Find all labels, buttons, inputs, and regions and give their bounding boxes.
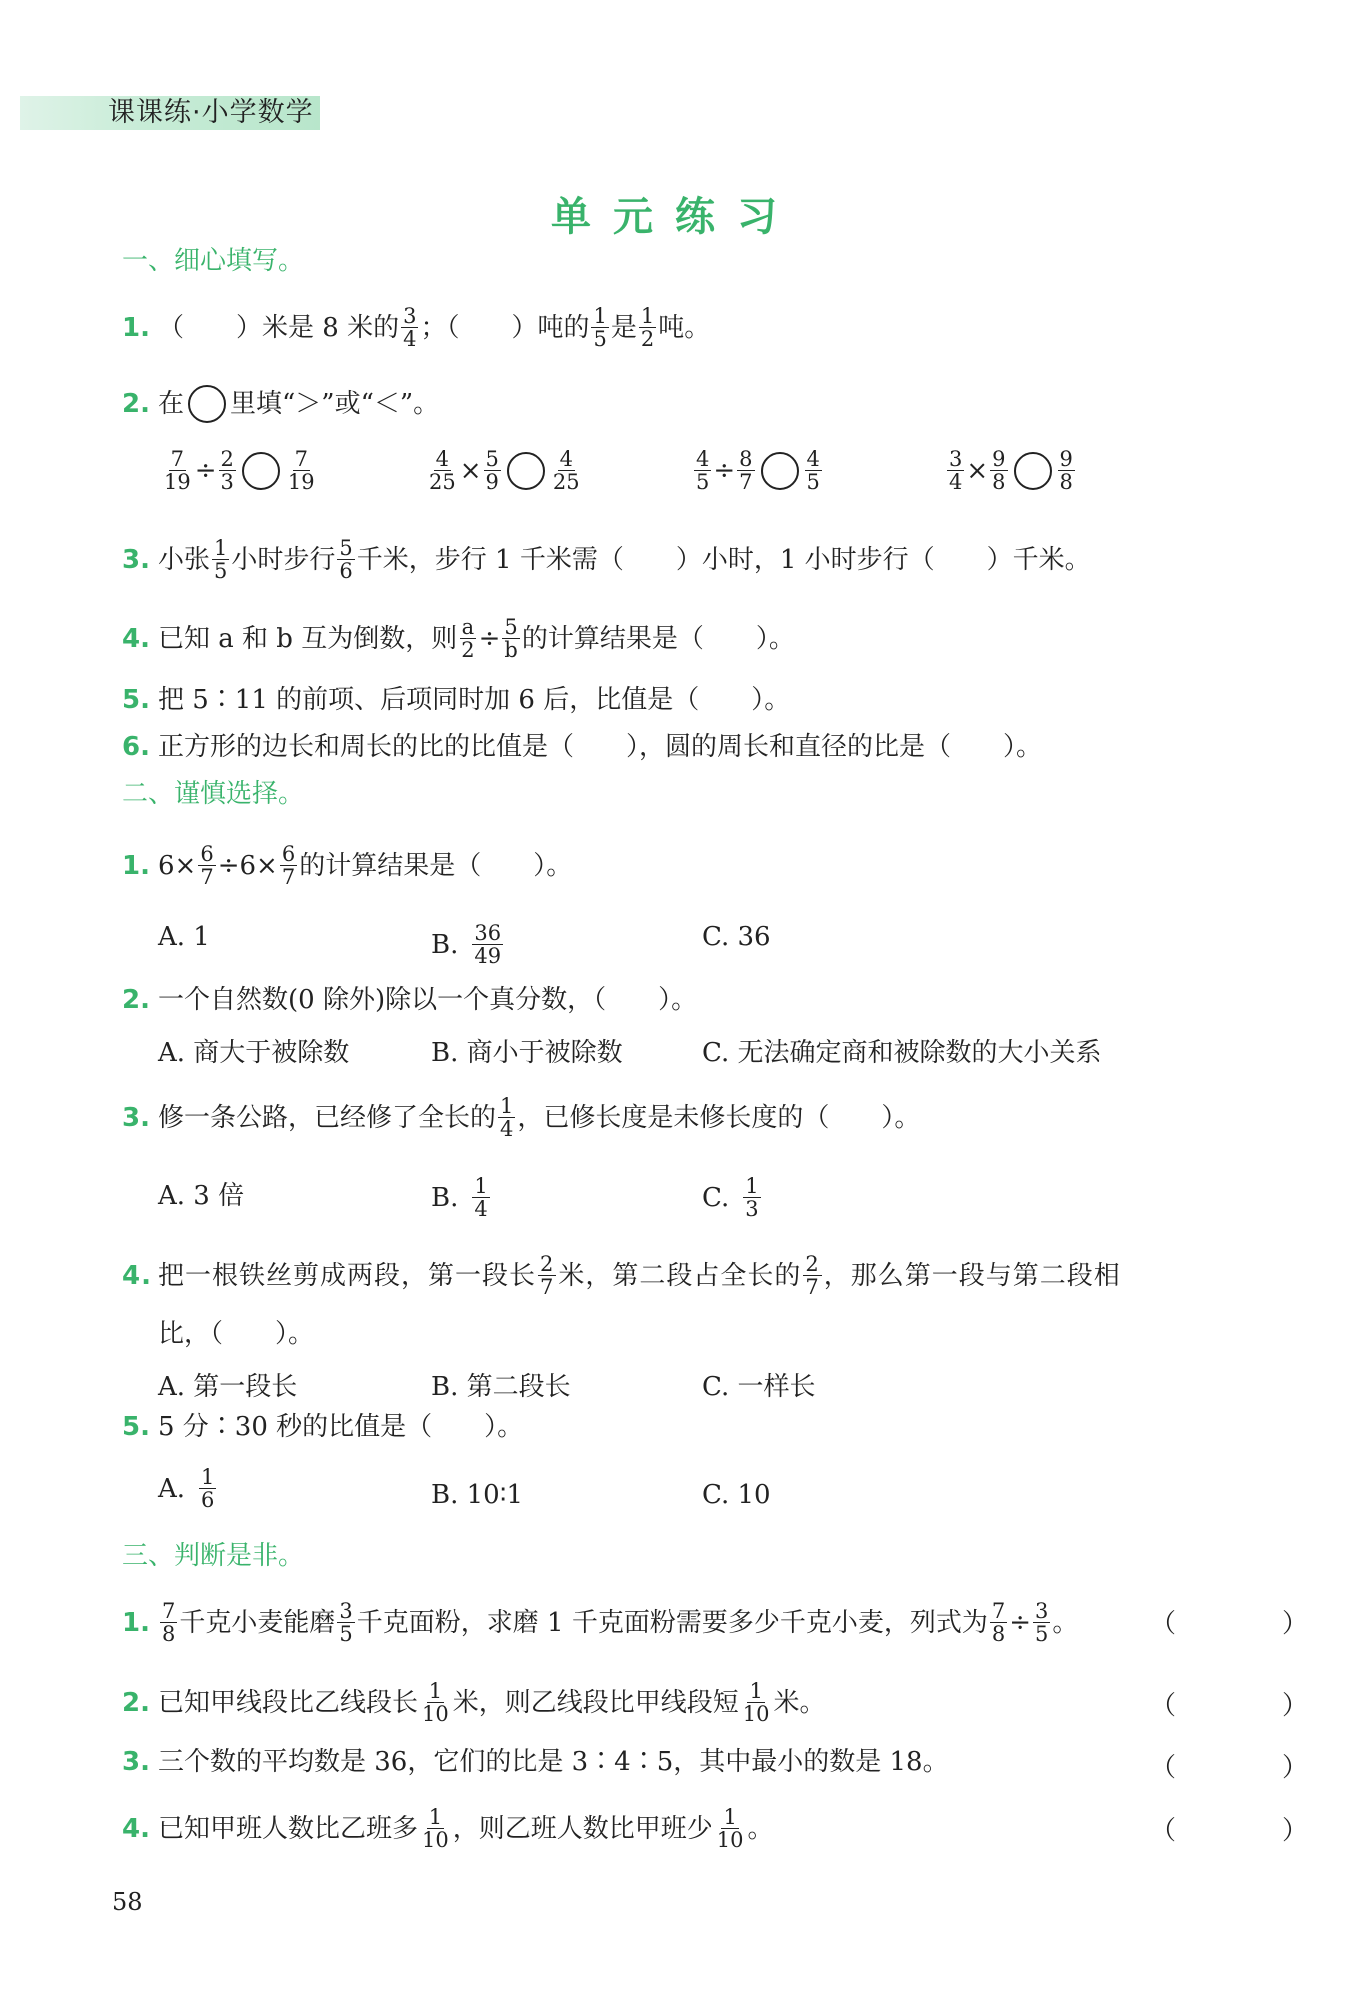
- question-number: 2.: [122, 1687, 150, 1718]
- option-a[interactable]: A. 商大于被除数: [158, 1038, 350, 1068]
- question-number: 5.: [122, 1412, 150, 1442]
- question-text: 把 5∶11 的前项、后项同时加 6 后，比值是（ ）。: [158, 685, 791, 715]
- question-number: 4.: [122, 623, 150, 654]
- compare-item-2: $\frac{4}{25}$ × $\frac{5}{9}$ $\frac{4}{25}$: [429, 447, 580, 494]
- fraction: $\frac{1}{5}$: [593, 304, 607, 351]
- question-text: 的计算结果是（ ）。: [521, 623, 795, 654]
- question-text: 吨。: [658, 312, 711, 343]
- question-text: ；（ ）吨的: [420, 312, 590, 343]
- judge-question-1: 1. $\frac{7}{8}$ 千克小麦能磨 $\frac{3}{5}$ 千克面粉，求磨 1 千克面粉需要多少千克小麦，列式为 $\frac{7}{8}$ ÷ $\frac{3}{5}$ 。: [122, 1599, 1079, 1646]
- question-text: 小张: [158, 544, 211, 575]
- compare-item-1: $\frac{7}{19}$ ÷ $\frac{2}{3}$ $\frac{7}{19}$: [164, 447, 315, 494]
- question-text: 千米，步行 1 千米需（ ）小时，1 小时步行（ ）千米。: [356, 544, 1091, 575]
- judge-answer-paren[interactable]: （ ）: [1150, 1753, 1349, 1783]
- section-heading-fill: 一、细心填写。: [122, 246, 305, 276]
- option-b[interactable]: B. $\frac{1}{4}$: [431, 1174, 488, 1221]
- page-number: 58: [112, 1888, 143, 1916]
- choice-question-4-cont: 比，（ ）。: [158, 1319, 315, 1349]
- option-b[interactable]: B. 第二段长: [431, 1372, 571, 1402]
- question-number: 3.: [122, 1747, 150, 1777]
- question-text: 在: [158, 389, 185, 419]
- question-text: 正方形的边长和周长的比的比值是（ ），圆的周长和直径的比是（ ）。: [158, 732, 1043, 762]
- answer-circle[interactable]: [1014, 452, 1052, 490]
- question-number: 3.: [122, 544, 150, 575]
- question-text: （ ）米是 8 米的: [158, 312, 400, 343]
- option-a[interactable]: A. 1: [158, 922, 210, 952]
- question-number: 5.: [122, 685, 150, 715]
- judge-question-2: 2. 已知甲线段比乙线段长 $\frac{1}{10}$ 米，则乙线段比甲线段短 $\frac{1}{10}$ 米。: [122, 1679, 826, 1726]
- fraction: $\frac{3}{4}$: [403, 304, 417, 351]
- question-number: 4.: [122, 1813, 150, 1844]
- judge-answer-paren[interactable]: （ ）: [1150, 1609, 1349, 1639]
- question-number: 1.: [122, 1607, 150, 1638]
- question-number: 4.: [122, 1260, 152, 1291]
- judge-question-3: 3. 三个数的平均数是 36，它们的比是 3∶4∶5，其中最小的数是 18。: [122, 1747, 949, 1777]
- choice-question-1: 1. 6× $\frac{6}{7}$ ÷6× $\frac{6}{7}$ 的计算结果是（ ）。: [122, 842, 573, 889]
- choice-question-3: 3. 修一条公路，已经修了全长的 $\frac{1}{4}$ ，已修长度是未修长度的（ ）。: [122, 1094, 921, 1141]
- question-text: 是: [610, 312, 637, 343]
- choice-question-2: 2. 一个自然数(0 除外)除以一个真分数，（ ）。: [122, 985, 698, 1015]
- option-c[interactable]: C. 10: [702, 1480, 771, 1510]
- option-c[interactable]: C. $\frac{1}{3}$: [702, 1174, 759, 1221]
- option-b[interactable]: B. 10∶1: [431, 1480, 524, 1510]
- option-c[interactable]: C. 无法确定商和被除数的大小关系: [702, 1038, 1102, 1068]
- compare-item-4: $\frac{3}{4}$ × $\frac{9}{8}$ $\frac{9}{8}$: [949, 447, 1073, 494]
- page-title: 单元练习: [551, 194, 799, 240]
- answer-circle[interactable]: [761, 452, 799, 490]
- judge-answer-paren[interactable]: （ ）: [1150, 1816, 1349, 1846]
- fill-question-5: [122, 683, 790, 717]
- question-text: 已知 a 和 b 互为倒数，则: [158, 623, 458, 654]
- section-heading-choice: 二、谨慎选择。: [122, 779, 305, 809]
- choice-question-5: 5. 5 分∶30 秒的比值是（ ）。: [122, 1412, 524, 1442]
- fill-question-4: 4. 已知 a 和 b 互为倒数，则 $\frac{a}{2}$ ÷ $\frac{5}{b}$ 的计算结果是（ ）。: [122, 615, 795, 662]
- answer-circle[interactable]: [242, 452, 280, 490]
- fill-question-6: [122, 730, 1042, 764]
- option-c[interactable]: C. 36: [702, 922, 771, 952]
- option-b[interactable]: B. 商小于被除数: [431, 1038, 623, 1068]
- fraction: $\frac{1}{2}$: [640, 304, 655, 351]
- option-b[interactable]: B. $\frac{36}{49}$: [431, 921, 502, 968]
- question-text: 小时步行: [231, 544, 336, 575]
- question-text: 里填“＞”或“＜”。: [230, 389, 440, 419]
- judge-question-4: 4. 已知甲班人数比乙班多 $\frac{1}{10}$ ，则乙班人数比甲班少 $\frac{1}{10}$ 。: [122, 1805, 774, 1852]
- question-number: 2.: [122, 389, 150, 419]
- book-header: 课课练·小学数学: [108, 97, 314, 128]
- option-a[interactable]: A. 第一段长: [158, 1372, 298, 1402]
- fill-question-3: 3. 小张 $\frac{1}{5}$ 小时步行 $\frac{5}{6}$ 千米，步行 1 千米需（ ）小时，1 小时步行（ ）千米。: [122, 536, 1091, 583]
- question-number: 6.: [122, 732, 150, 762]
- question-number: 2.: [122, 985, 150, 1015]
- question-number: 3.: [122, 1102, 150, 1133]
- judge-answer-paren[interactable]: （ ）: [1150, 1691, 1349, 1721]
- fill-question-1: [122, 305, 710, 350]
- choice-question-4: 4. 把一根铁丝剪成两段，第一段长 $\frac{2}{7}$ 米，第二段占全长的 $\frac{2}{7}$ ，那么第一段与第二段相: [122, 1252, 1121, 1299]
- question-number: 1.: [122, 850, 150, 881]
- answer-circle[interactable]: [507, 452, 545, 490]
- compare-item-3: $\frac{4}{5}$ ÷ $\frac{8}{7}$ $\frac{4}{5}$: [696, 447, 820, 494]
- option-c[interactable]: C. 一样长: [702, 1372, 816, 1402]
- answer-circle[interactable]: [188, 385, 226, 423]
- section-heading-judge: 三、判断是非。: [122, 1541, 305, 1571]
- option-a[interactable]: A. 3 倍: [158, 1181, 245, 1211]
- option-a[interactable]: A. $\frac{1}{6}$: [158, 1465, 215, 1512]
- fill-question-2: [122, 385, 439, 423]
- question-number: 1.: [122, 312, 150, 343]
